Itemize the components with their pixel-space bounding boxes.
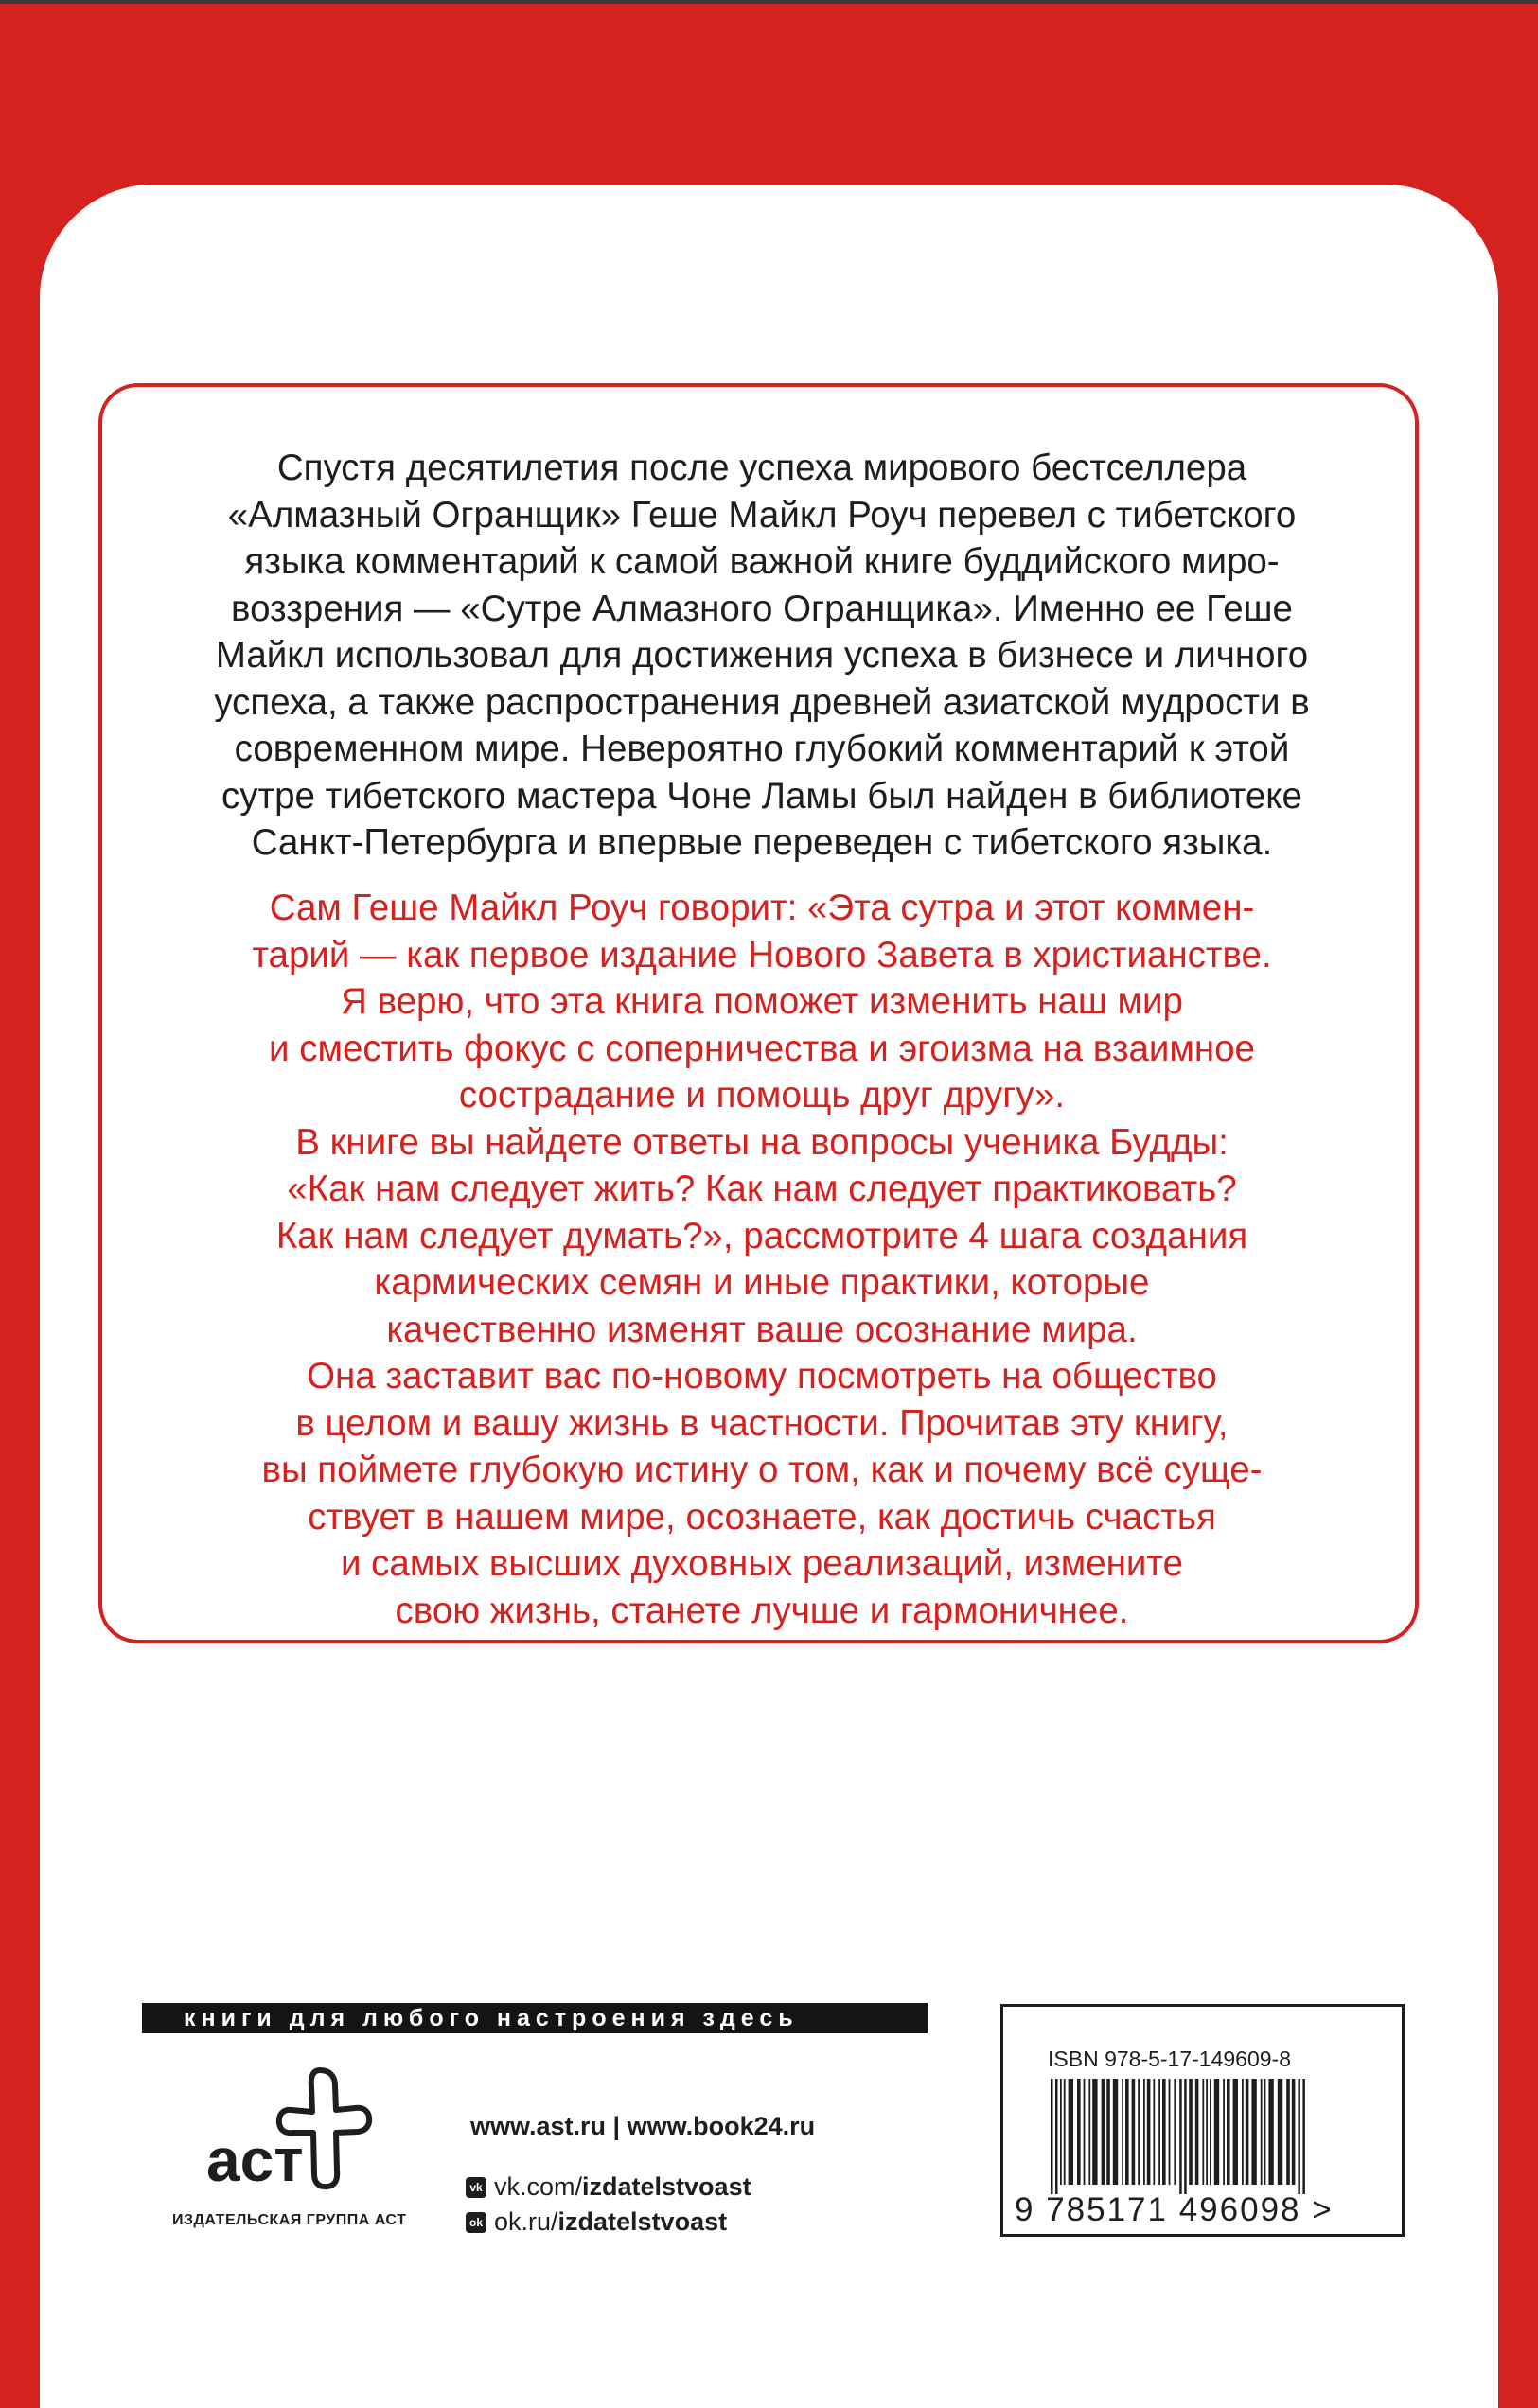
barcode-bar (1069, 2079, 1073, 2185)
barcode-bar (1223, 2079, 1225, 2185)
text-line: сутре тибетского мастера Чоне Ламы был найден в библиотеке (221, 775, 1302, 817)
barcode-bar (1088, 2079, 1090, 2185)
text-line: Спустя десятилетия после успеха мирового бестселлера (276, 448, 1247, 488)
barcode-bar (1227, 2079, 1230, 2185)
ok-prefix: ok.ru/ (494, 2207, 558, 2236)
text-line: вы поймете глубокую истину о том, как и почему всё суще- (261, 1450, 1263, 1490)
text-line: успеха, а также распространения древней азиатской мудрости в (214, 681, 1310, 723)
text-line: Санкт-Петербурга и впервые переведен с тибетского языка. (251, 822, 1273, 863)
vk-link[interactable] (466, 2172, 751, 2202)
description-red (151, 885, 1372, 1634)
text-line: Я верю, что эта книга поможет изменить наш мир (341, 981, 1183, 1022)
barcode-bar (1210, 2079, 1211, 2185)
barcode-bar (1233, 2079, 1238, 2185)
barcode-bar (1092, 2079, 1097, 2185)
barcode-digits: 9 785171 496098 > (1015, 2191, 1334, 2228)
barcode-bar (1147, 2079, 1151, 2185)
text-line: тарий — как первое издание Нового Завета в христианстве. (252, 934, 1272, 976)
barcode-bar (1202, 2079, 1204, 2185)
text-line: Она заставит вас по-новому посмотреть на общество (307, 1356, 1217, 1397)
tagline-banner: книги для любого настроения здесь (142, 2003, 928, 2033)
description-black (151, 445, 1372, 867)
barcode-bar (1169, 2079, 1171, 2185)
barcode-bar (1084, 2079, 1086, 2185)
barcode-bar (1122, 2079, 1123, 2185)
barcode-bar (1206, 2079, 1208, 2185)
barcode-bar (1102, 2079, 1105, 2185)
barcode-bar (1113, 2079, 1118, 2185)
barcode-bar (1251, 2079, 1256, 2185)
website-links[interactable]: www.ast.ru | www.book24.ru (470, 2112, 816, 2140)
barcode-bar (1106, 2079, 1110, 2185)
barcode-bar (1242, 2079, 1244, 2185)
text-line: современном мире. Невероятно глубокий комментарий к этой (234, 729, 1290, 769)
logo-text: аст (206, 2126, 304, 2194)
ok-handle: izdatelstvoast (557, 2207, 728, 2236)
barcode-bar (1278, 2079, 1282, 2185)
ok-link[interactable] (466, 2207, 727, 2237)
text-line: Майкл использовал для достижения успеха в бизнесе и личного (215, 635, 1309, 676)
barcode-bar (1184, 2079, 1187, 2194)
vk-prefix: vk.com/ (494, 2172, 583, 2201)
text-line: качественно изменят ваше осознание мира. (386, 1309, 1138, 1350)
text-line: воззрения — «Сутре Алмазного Огранщика». Именно ее Геше (231, 588, 1293, 629)
barcode-bar (1064, 2079, 1066, 2185)
barcode-bar (1138, 2079, 1140, 2185)
publisher-name: ИЗДАТЕЛЬСКАЯ ГРУППА АСТ (172, 2212, 407, 2228)
barcode (1047, 2079, 1359, 2194)
barcode-bar (1246, 2079, 1249, 2185)
barcode-bar (1268, 2079, 1273, 2185)
isbn-label: ISBN 978-5-17-149609-8 (1048, 2047, 1291, 2071)
barcode-bar (1292, 2079, 1296, 2185)
barcode-bar (1153, 2079, 1155, 2185)
ok-icon: ok (466, 2212, 486, 2233)
text-line: «Алмазный Огранщик» Геше Майкл Роуч перевел с тибетского (227, 494, 1297, 536)
barcode-bar (1143, 2079, 1145, 2185)
text-line: свою жизнь, станете лучше и гармоничнее. (395, 1590, 1129, 1631)
text-line: языка комментарий к самой важной книге буддийского миро- (244, 541, 1280, 582)
text-line: «Как нам следует жить? Как нам следует практиковать? (287, 1169, 1237, 1209)
barcode-bar (1298, 2079, 1300, 2194)
barcode-bar (1051, 2079, 1053, 2194)
text-line: ствует в нашем мире, осознаете, как достичь счастья (308, 1496, 1216, 1538)
barcode-bar (1264, 2079, 1266, 2185)
barcode-bar (1189, 2079, 1193, 2185)
barcode-bar (1195, 2079, 1199, 2185)
text-line: кармических семян и иные практики, которые (374, 1262, 1150, 1303)
barcode-bar (1055, 2079, 1058, 2194)
text-line: Сам Геше Майкл Роуч говорит: «Эта сутра и этот коммен- (269, 888, 1255, 928)
isbn-box (1000, 2004, 1405, 2237)
barcode-bar (1162, 2079, 1166, 2185)
barcode-bar (1174, 2079, 1176, 2185)
barcode-bar (1060, 2079, 1062, 2185)
text-line: Как нам следует думать?», рассмотрите 4 шага создания (275, 1215, 1248, 1257)
barcode-bar (1302, 2079, 1305, 2194)
text-line: в целом и вашу жизнь в частности. Прочитав эту книгу, (295, 1402, 1229, 1444)
ast-logo (199, 2063, 426, 2195)
barcode-bar (1214, 2079, 1219, 2185)
vk-icon: vk (466, 2177, 486, 2198)
barcode-bar (1179, 2079, 1182, 2194)
barcode-bar (1158, 2079, 1160, 2185)
barcode-bar (1077, 2079, 1081, 2185)
text-line: и самых высших духовных реализаций, измените (340, 1543, 1184, 1584)
barcode-bar (1261, 2079, 1263, 2185)
text-line: В книге вы найдете ответы на вопросы ученика Будды: (295, 1121, 1229, 1163)
top-edge-strip (0, 0, 1538, 4)
barcode-bar (1286, 2079, 1290, 2185)
barcode-bar (1132, 2079, 1136, 2185)
text-line: сострадание и помощь друг другу». (458, 1075, 1066, 1116)
vk-handle: izdatelstvoast (582, 2172, 751, 2201)
text-line: и сместить фокус с соперничества и эгоизма на взаимное (269, 1028, 1255, 1069)
barcode-bar (1125, 2079, 1129, 2185)
